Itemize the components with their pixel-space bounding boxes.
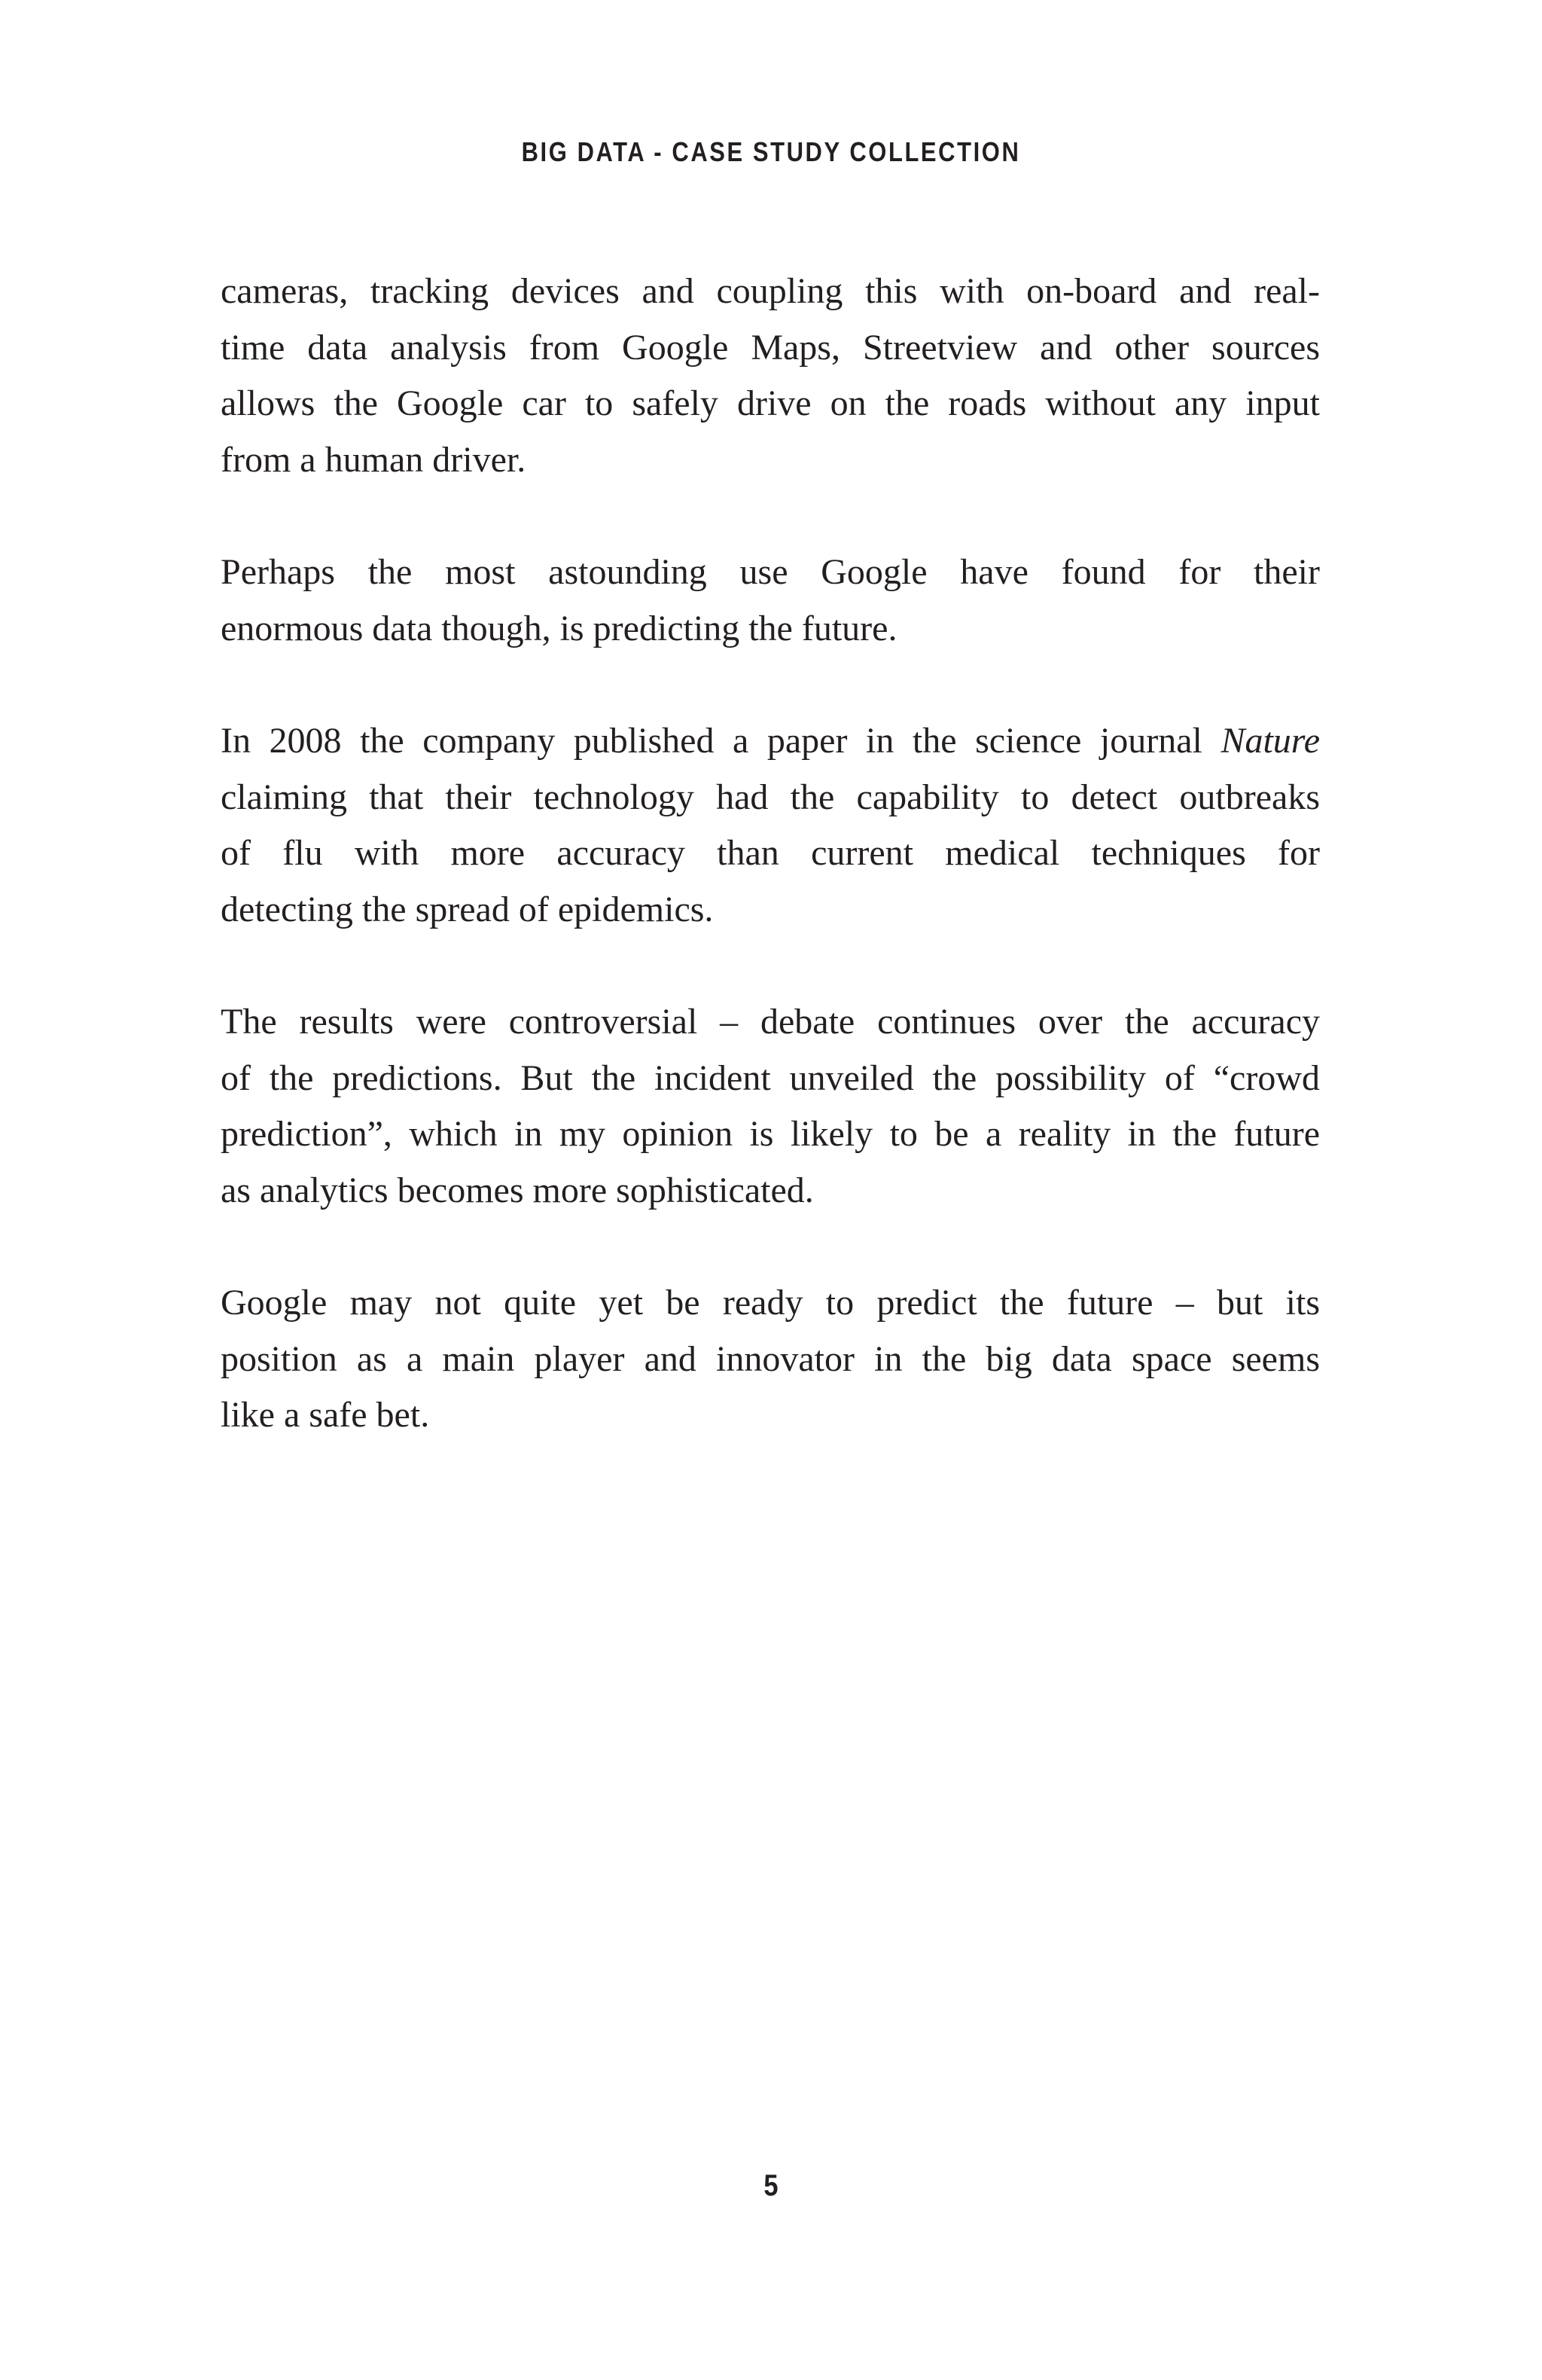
text-line: enormous data though, is predicting the future.: [221, 608, 897, 648]
paragraph-2: [221, 545, 1320, 657]
running-header: BIG DATA - CASE STUDY COLLECTION: [521, 136, 1021, 167]
text-line: cameras, tracking devices and coupling this with on-board and real-: [221, 271, 1320, 311]
text-line: of flu with more accuracy than current medical techniques for: [221, 833, 1320, 873]
journal-name: Nature: [1220, 721, 1320, 761]
text-line-prefix: In 2008 the company published a paper in the science journal: [221, 721, 1221, 761]
text-line: position as a main player and innovator in the big data space seems: [221, 1338, 1320, 1379]
text-line: Google may not quite yet be ready to predict the future – but its: [221, 1283, 1320, 1323]
text-line: from a human driver.: [221, 439, 526, 480]
paragraph-3: [221, 713, 1320, 938]
page-number: 5: [763, 2169, 779, 2202]
text-line: prediction”, which in my opinion is likely to be a reality in the future: [221, 1114, 1320, 1154]
text-line: time data analysis from Google Maps, Streetview and other sources: [221, 327, 1320, 368]
text-line: [221, 713, 1320, 770]
text-line: of the predictions. But the incident unveiled the possibility of “crowd: [221, 1057, 1320, 1098]
text-line: The results were controversial – debate continues over the accuracy: [221, 1002, 1320, 1042]
text-line: as analytics becomes more sophisticated.: [221, 1170, 814, 1210]
text-line: like a safe bet.: [221, 1395, 430, 1435]
body-text: [221, 264, 1320, 1500]
paragraph-5: [221, 1275, 1320, 1444]
paragraph-4: [221, 994, 1320, 1219]
text-line: Perhaps the most astounding use Google have found for their: [221, 552, 1320, 592]
text-line: detecting the spread of epidemics.: [221, 889, 714, 929]
paragraph-1: [221, 264, 1320, 488]
text-line: claiming that their technology had the capability to detect outbreaks: [221, 777, 1320, 817]
text-line: allows the Google car to safely drive on the roads without any input: [221, 383, 1320, 423]
